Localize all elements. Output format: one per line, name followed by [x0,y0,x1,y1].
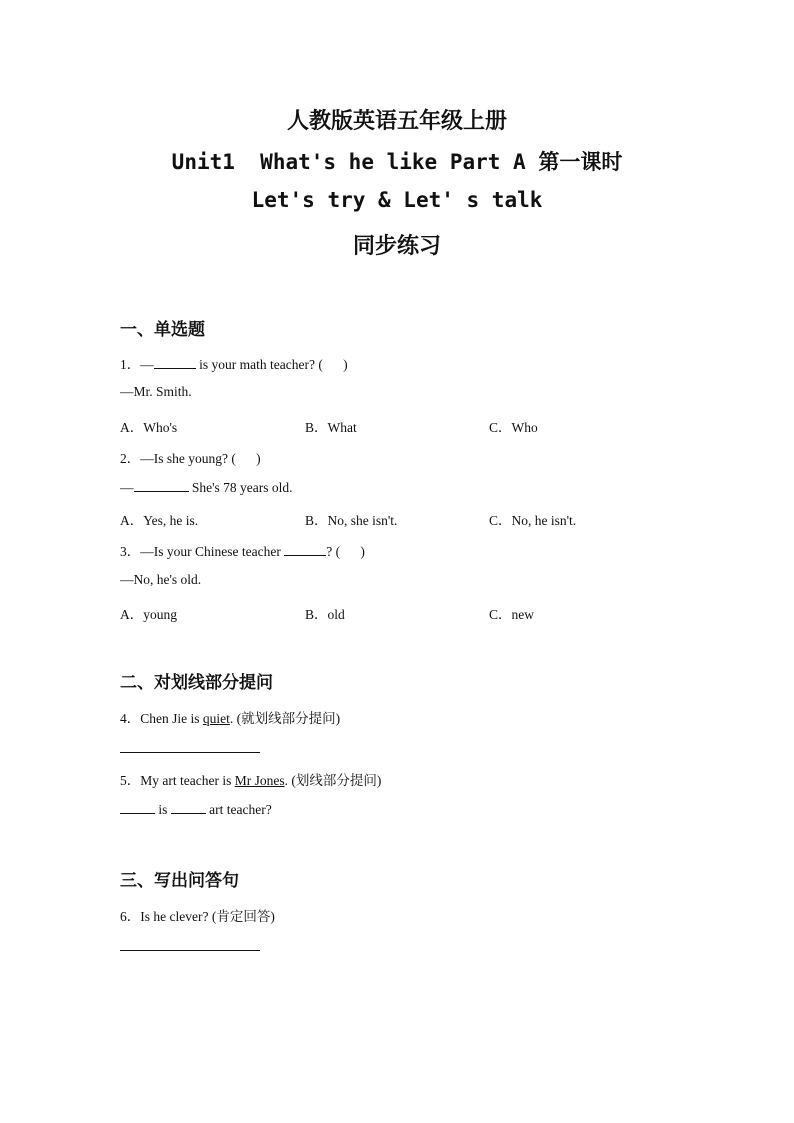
title-line-4: 同步练习 [352,233,441,258]
question-6: 6．Is he clever? (肯定回答) [120,909,275,924]
question-3-answer: —No, he's old. [120,572,202,587]
question-1-answer: —Mr. Smith. [120,384,192,399]
question-1-stem: is your math teacher? ( ) [195,357,348,372]
question-5-answer [120,800,272,818]
question-3-suffix: ? ( ) [326,544,365,559]
section-heading-1: 一、单选题 [120,320,205,340]
title-line-1: 人教版英语五年级上册 [286,108,507,133]
question-5-suffix: . (划线部分提问) [284,773,382,788]
question-2-answer [120,478,293,496]
question-5-is: is [155,802,171,817]
question-5-blank-2 [171,800,206,814]
question-5-blank-1 [120,800,155,814]
question-2: 2．—Is she young? ( ) [120,451,261,466]
question-1-option-b: B．What [305,420,357,435]
question-5-prefix: 5．My art teacher is [120,773,235,788]
question-5 [120,769,381,789]
question-1-blank [154,355,196,369]
section-heading-3: 三、写出问答句 [120,871,239,891]
question-6-answer-line [120,950,260,951]
question-4-underlined: quiet [202,711,230,726]
question-4 [120,707,340,727]
question-1-option-a: A．Who's [120,420,178,435]
question-5-underlined: Mr Jones [234,773,285,788]
question-3-stem: 3．—Is your Chinese teacher [120,544,285,559]
section-heading-2: 二、对划线部分提问 [120,673,273,693]
question-4-prefix: 4．Chen Jie is [120,711,203,726]
question-1-number: 1．— [120,357,154,372]
question-2-blank [134,478,189,492]
question-4-suffix: . (就划线部分提问) [229,711,341,726]
question-3-option-c: C．new [489,607,534,622]
question-3-option-b: B．old [305,607,345,622]
question-1-option-c: C．Who [489,420,538,435]
question-3-option-a: A．young [120,607,177,622]
question-3-blank [284,542,326,556]
title-line-3: Let's try & Let' s talk [251,188,543,212]
question-2-option-c: C．No, he isn't. [489,513,577,528]
question-1 [120,353,348,373]
question-5-tail: art teacher? [205,802,272,817]
question-4-answer-line [120,752,260,753]
question-2-prefix: — [120,480,134,495]
question-2-option-a: A．Yes, he is. [120,513,199,528]
question-2-option-b: B．No, she isn't. [305,513,398,528]
question-3 [120,540,365,560]
question-2-suffix: She's 78 years old. [188,480,293,495]
title-line-2: Unit1 What's he like Part A 第一课时 [171,150,623,174]
